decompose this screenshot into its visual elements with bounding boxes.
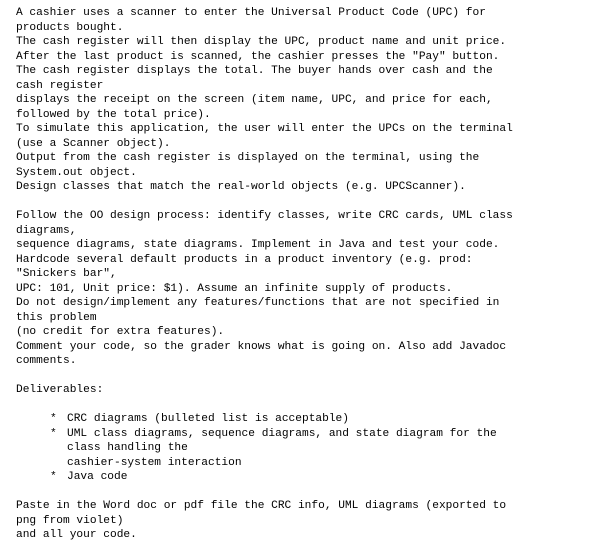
- list-item-text: cashier-system interaction: [67, 456, 242, 469]
- text-line: The cash register displays the total. The buyer hands over cash and the: [16, 65, 493, 77]
- text-line: (use a Scanner object).: [16, 137, 171, 150]
- text-line: png from violet): [16, 514, 124, 527]
- list-item: [16, 427, 591, 471]
- closing-paragraph: [16, 499, 591, 543]
- blank-line: [16, 369, 591, 384]
- bullet-icon: *: [50, 471, 57, 483]
- deliverables-list: [16, 412, 591, 485]
- text-line: To simulate this application, the user will enter the UPCs on the terminal: [16, 123, 513, 135]
- text-line: displays the receipt on the screen (item name, UPC, and price for each,: [16, 94, 493, 106]
- text-line: comments.: [16, 355, 77, 367]
- list-item-text: class handling the: [67, 442, 188, 454]
- list-item-text: Java code: [67, 471, 128, 483]
- text-line: The cash register will then display the UPC, product name and unit price.: [16, 36, 507, 48]
- assignment-document: [16, 6, 591, 543]
- text-line: this problem: [16, 311, 97, 324]
- bullet-icon: *: [50, 427, 57, 440]
- text-line: Design classes that match the real-world objects (e.g. UPCScanner).: [16, 181, 466, 193]
- text-line: UPC: 101, Unit price: $1). Assume an infinite supply of products.: [16, 282, 453, 295]
- text-line: and all your code.: [16, 529, 137, 541]
- list-item-text: CRC diagrams (bulleted list is acceptable): [67, 413, 349, 425]
- text-line: System.out object.: [16, 166, 137, 179]
- process-paragraph: [16, 209, 591, 369]
- text-line: After the last product is scanned, the cashier presses the "Pay" button.: [16, 50, 500, 63]
- text-line: Paste in the Word doc or pdf file the CRC info, UML diagrams (exported to: [16, 500, 507, 512]
- text-line: diagrams,: [16, 224, 77, 237]
- text-line: Do not design/implement any features/functions that are not specified in: [16, 297, 500, 309]
- text-line: followed by the total price).: [16, 108, 211, 121]
- list-item-text: UML class diagrams, sequence diagrams, and state diagram for the: [67, 427, 497, 440]
- text-line: cash register: [16, 79, 104, 92]
- blank-line: [16, 485, 591, 500]
- text-line: Comment your code, so the grader knows what is going on. Also add Javadoc: [16, 340, 507, 353]
- bullet-icon: *: [50, 413, 57, 425]
- text-line: "Snickers bar",: [16, 268, 117, 280]
- text-line: Hardcode several default products in a product inventory (e.g. prod:: [16, 253, 473, 266]
- text-line: Output from the cash register is displayed on the terminal, using the: [16, 152, 480, 164]
- list-item: [16, 412, 591, 427]
- text-line: A cashier uses a scanner to enter the Universal Product Code (UPC) for: [16, 7, 486, 19]
- blank-line: [16, 398, 591, 413]
- list-item: [16, 470, 591, 485]
- intro-paragraph: [16, 6, 591, 195]
- deliverables-heading: Deliverables:: [16, 384, 104, 396]
- blank-line: [16, 195, 591, 210]
- text-line: (no credit for extra features).: [16, 326, 225, 338]
- text-line: products bought.: [16, 21, 124, 34]
- text-line: sequence diagrams, state diagrams. Implement in Java and test your code.: [16, 239, 500, 251]
- text-line: Follow the OO design process: identify classes, write CRC cards, UML class: [16, 210, 513, 222]
